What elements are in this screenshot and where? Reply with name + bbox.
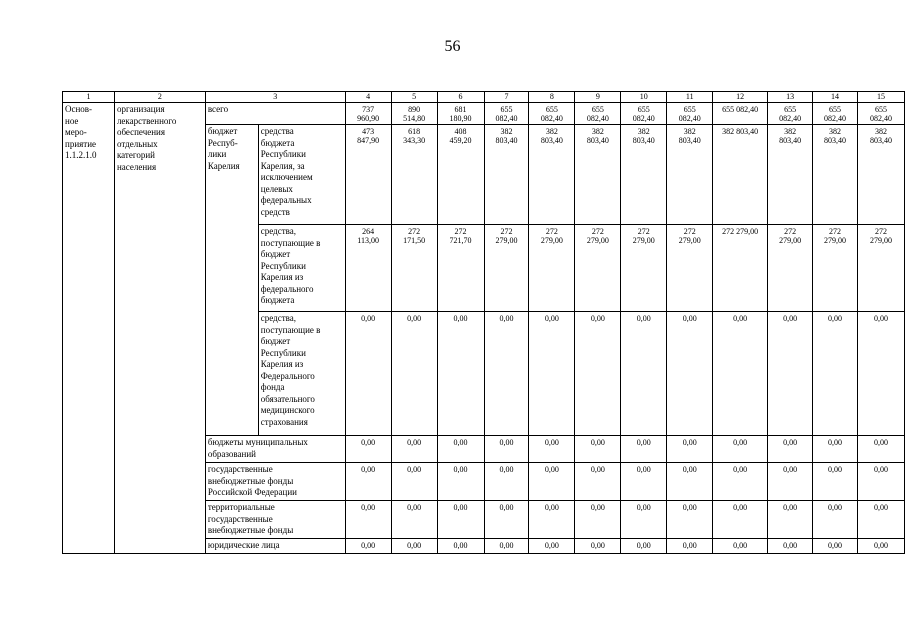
- value-cell: 0,00: [575, 312, 621, 436]
- row-label: всего: [205, 103, 345, 125]
- value-cell: 272 279,00: [484, 225, 529, 312]
- value-cell: 0,00: [391, 501, 437, 539]
- value-cell: 382 803,40: [484, 125, 529, 225]
- value-cell: 0,00: [529, 539, 575, 554]
- value-cell: 0,00: [437, 501, 484, 539]
- value-cell: 0,00: [391, 463, 437, 501]
- value-cell: 0,00: [621, 539, 667, 554]
- value-cell: 0,00: [484, 312, 529, 436]
- value-cell: 382 803,40: [768, 125, 813, 225]
- value-cell: 0,00: [529, 312, 575, 436]
- value-cell: 0,00: [813, 436, 858, 463]
- value-cell: 0,00: [768, 501, 813, 539]
- header-cell: 3: [205, 92, 345, 103]
- value-cell: 0,00: [575, 501, 621, 539]
- value-cell: 382 803,40: [713, 125, 768, 225]
- value-cell: 0,00: [529, 501, 575, 539]
- value-cell: 0,00: [391, 539, 437, 554]
- value-cell: 0,00: [713, 501, 768, 539]
- value-cell: 0,00: [484, 436, 529, 463]
- value-cell: 0,00: [768, 463, 813, 501]
- value-cell: 272 279,00: [575, 225, 621, 312]
- value-cell: 0,00: [857, 312, 904, 436]
- value-cell: 382 803,40: [529, 125, 575, 225]
- value-cell: 0,00: [768, 436, 813, 463]
- value-cell: 681 180,90: [437, 103, 484, 125]
- value-cell: 0,00: [813, 501, 858, 539]
- value-cell: 272 279,00: [667, 225, 713, 312]
- value-cell: 0,00: [575, 539, 621, 554]
- value-cell: 264 113,00: [345, 225, 391, 312]
- header-cell: 10: [621, 92, 667, 103]
- value-cell: 272 279,00: [529, 225, 575, 312]
- value-cell: 0,00: [529, 436, 575, 463]
- value-cell: 655 082,40: [667, 103, 713, 125]
- value-cell: 655 082,40: [621, 103, 667, 125]
- header-cell: 13: [768, 92, 813, 103]
- value-cell: 272 279,00: [813, 225, 858, 312]
- header-row: [63, 92, 905, 103]
- value-cell: 737 960,90: [345, 103, 391, 125]
- header-cell: 1: [63, 92, 115, 103]
- value-cell: 0,00: [857, 501, 904, 539]
- header-cell: 7: [484, 92, 529, 103]
- header-cell: 8: [529, 92, 575, 103]
- value-cell: 0,00: [768, 312, 813, 436]
- table-row: [63, 103, 905, 125]
- measure-code: Основ- ное меро- приятие 1.1.2.1.0: [63, 103, 115, 554]
- row-label: юридические лица: [205, 539, 345, 554]
- value-cell: 655 082,40: [484, 103, 529, 125]
- value-cell: 0,00: [713, 539, 768, 554]
- value-cell: 0,00: [484, 539, 529, 554]
- value-cell: 0,00: [813, 539, 858, 554]
- value-cell: 0,00: [484, 463, 529, 501]
- value-cell: 382 803,40: [667, 125, 713, 225]
- value-cell: 0,00: [437, 463, 484, 501]
- value-cell: 0,00: [857, 539, 904, 554]
- row-label: средства, поступающие в бюджет Республики Карелия из федерального бюджета: [258, 225, 345, 312]
- value-cell: 0,00: [713, 463, 768, 501]
- header-cell: 6: [437, 92, 484, 103]
- value-cell: 0,00: [391, 312, 437, 436]
- value-cell: 0,00: [768, 539, 813, 554]
- value-cell: 272 171,50: [391, 225, 437, 312]
- value-cell: 0,00: [713, 312, 768, 436]
- value-cell: 0,00: [813, 463, 858, 501]
- value-cell: 655 082,40: [713, 103, 768, 125]
- value-cell: 272 279,00: [768, 225, 813, 312]
- value-cell: 473 847,90: [345, 125, 391, 225]
- value-cell: 655 082,40: [857, 103, 904, 125]
- header-cell: 15: [857, 92, 904, 103]
- value-cell: 0,00: [713, 436, 768, 463]
- row-label: средства, поступающие в бюджет Республики Карелия из Федерального фонда обязательного медицинского страхования: [258, 312, 345, 436]
- value-cell: 655 082,40: [768, 103, 813, 125]
- value-cell: 272 279,00: [621, 225, 667, 312]
- value-cell: 0,00: [575, 463, 621, 501]
- value-cell: 0,00: [345, 463, 391, 501]
- value-cell: 655 082,40: [813, 103, 858, 125]
- value-cell: 382 803,40: [575, 125, 621, 225]
- value-cell: 0,00: [621, 312, 667, 436]
- header-cell: 5: [391, 92, 437, 103]
- measure-name: организация лекарственного обеспечения отдельных категорий населения: [114, 103, 205, 554]
- value-cell: 0,00: [667, 501, 713, 539]
- value-cell: 0,00: [345, 501, 391, 539]
- value-cell: 382 803,40: [813, 125, 858, 225]
- value-cell: 382 803,40: [857, 125, 904, 225]
- header-cell: 12: [713, 92, 768, 103]
- value-cell: 0,00: [621, 501, 667, 539]
- value-cell: 0,00: [484, 501, 529, 539]
- value-cell: 890 514,80: [391, 103, 437, 125]
- value-cell: 0,00: [621, 436, 667, 463]
- header-cell: 11: [667, 92, 713, 103]
- row-label: территориальные государственные внебюджетные фонды: [205, 501, 345, 539]
- header-cell: 4: [345, 92, 391, 103]
- value-cell: 408 459,20: [437, 125, 484, 225]
- value-cell: 0,00: [345, 539, 391, 554]
- value-cell: 0,00: [857, 436, 904, 463]
- value-cell: 0,00: [345, 312, 391, 436]
- budget-label: бюджет Респуб- лики Карелия: [205, 125, 258, 436]
- header-cell: 9: [575, 92, 621, 103]
- value-cell: 0,00: [575, 436, 621, 463]
- value-cell: 0,00: [437, 312, 484, 436]
- value-cell: 272 721,70: [437, 225, 484, 312]
- value-cell: 0,00: [667, 436, 713, 463]
- value-cell: 0,00: [437, 539, 484, 554]
- value-cell: 0,00: [667, 539, 713, 554]
- value-cell: 272 279,00: [857, 225, 904, 312]
- value-cell: 0,00: [667, 312, 713, 436]
- value-cell: 0,00: [621, 463, 667, 501]
- header-cell: 2: [114, 92, 205, 103]
- value-cell: 272 279,00: [713, 225, 768, 312]
- budget-table: [62, 91, 905, 554]
- value-cell: 0,00: [529, 463, 575, 501]
- header-cell: 14: [813, 92, 858, 103]
- value-cell: 0,00: [857, 463, 904, 501]
- value-cell: 0,00: [391, 436, 437, 463]
- value-cell: 655 082,40: [529, 103, 575, 125]
- value-cell: 0,00: [345, 436, 391, 463]
- row-label: средства бюджета Республики Карелия, за исключением целевых федеральных средств: [258, 125, 345, 225]
- value-cell: 655 082,40: [575, 103, 621, 125]
- row-label: государственные внебюджетные фонды Российской Федерации: [205, 463, 345, 501]
- row-label: бюджеты муниципальных образований: [205, 436, 345, 463]
- value-cell: 0,00: [813, 312, 858, 436]
- page-number: 56: [444, 38, 461, 55]
- value-cell: 382 803,40: [621, 125, 667, 225]
- value-cell: 0,00: [437, 436, 484, 463]
- value-cell: 618 343,30: [391, 125, 437, 225]
- value-cell: 0,00: [667, 463, 713, 501]
